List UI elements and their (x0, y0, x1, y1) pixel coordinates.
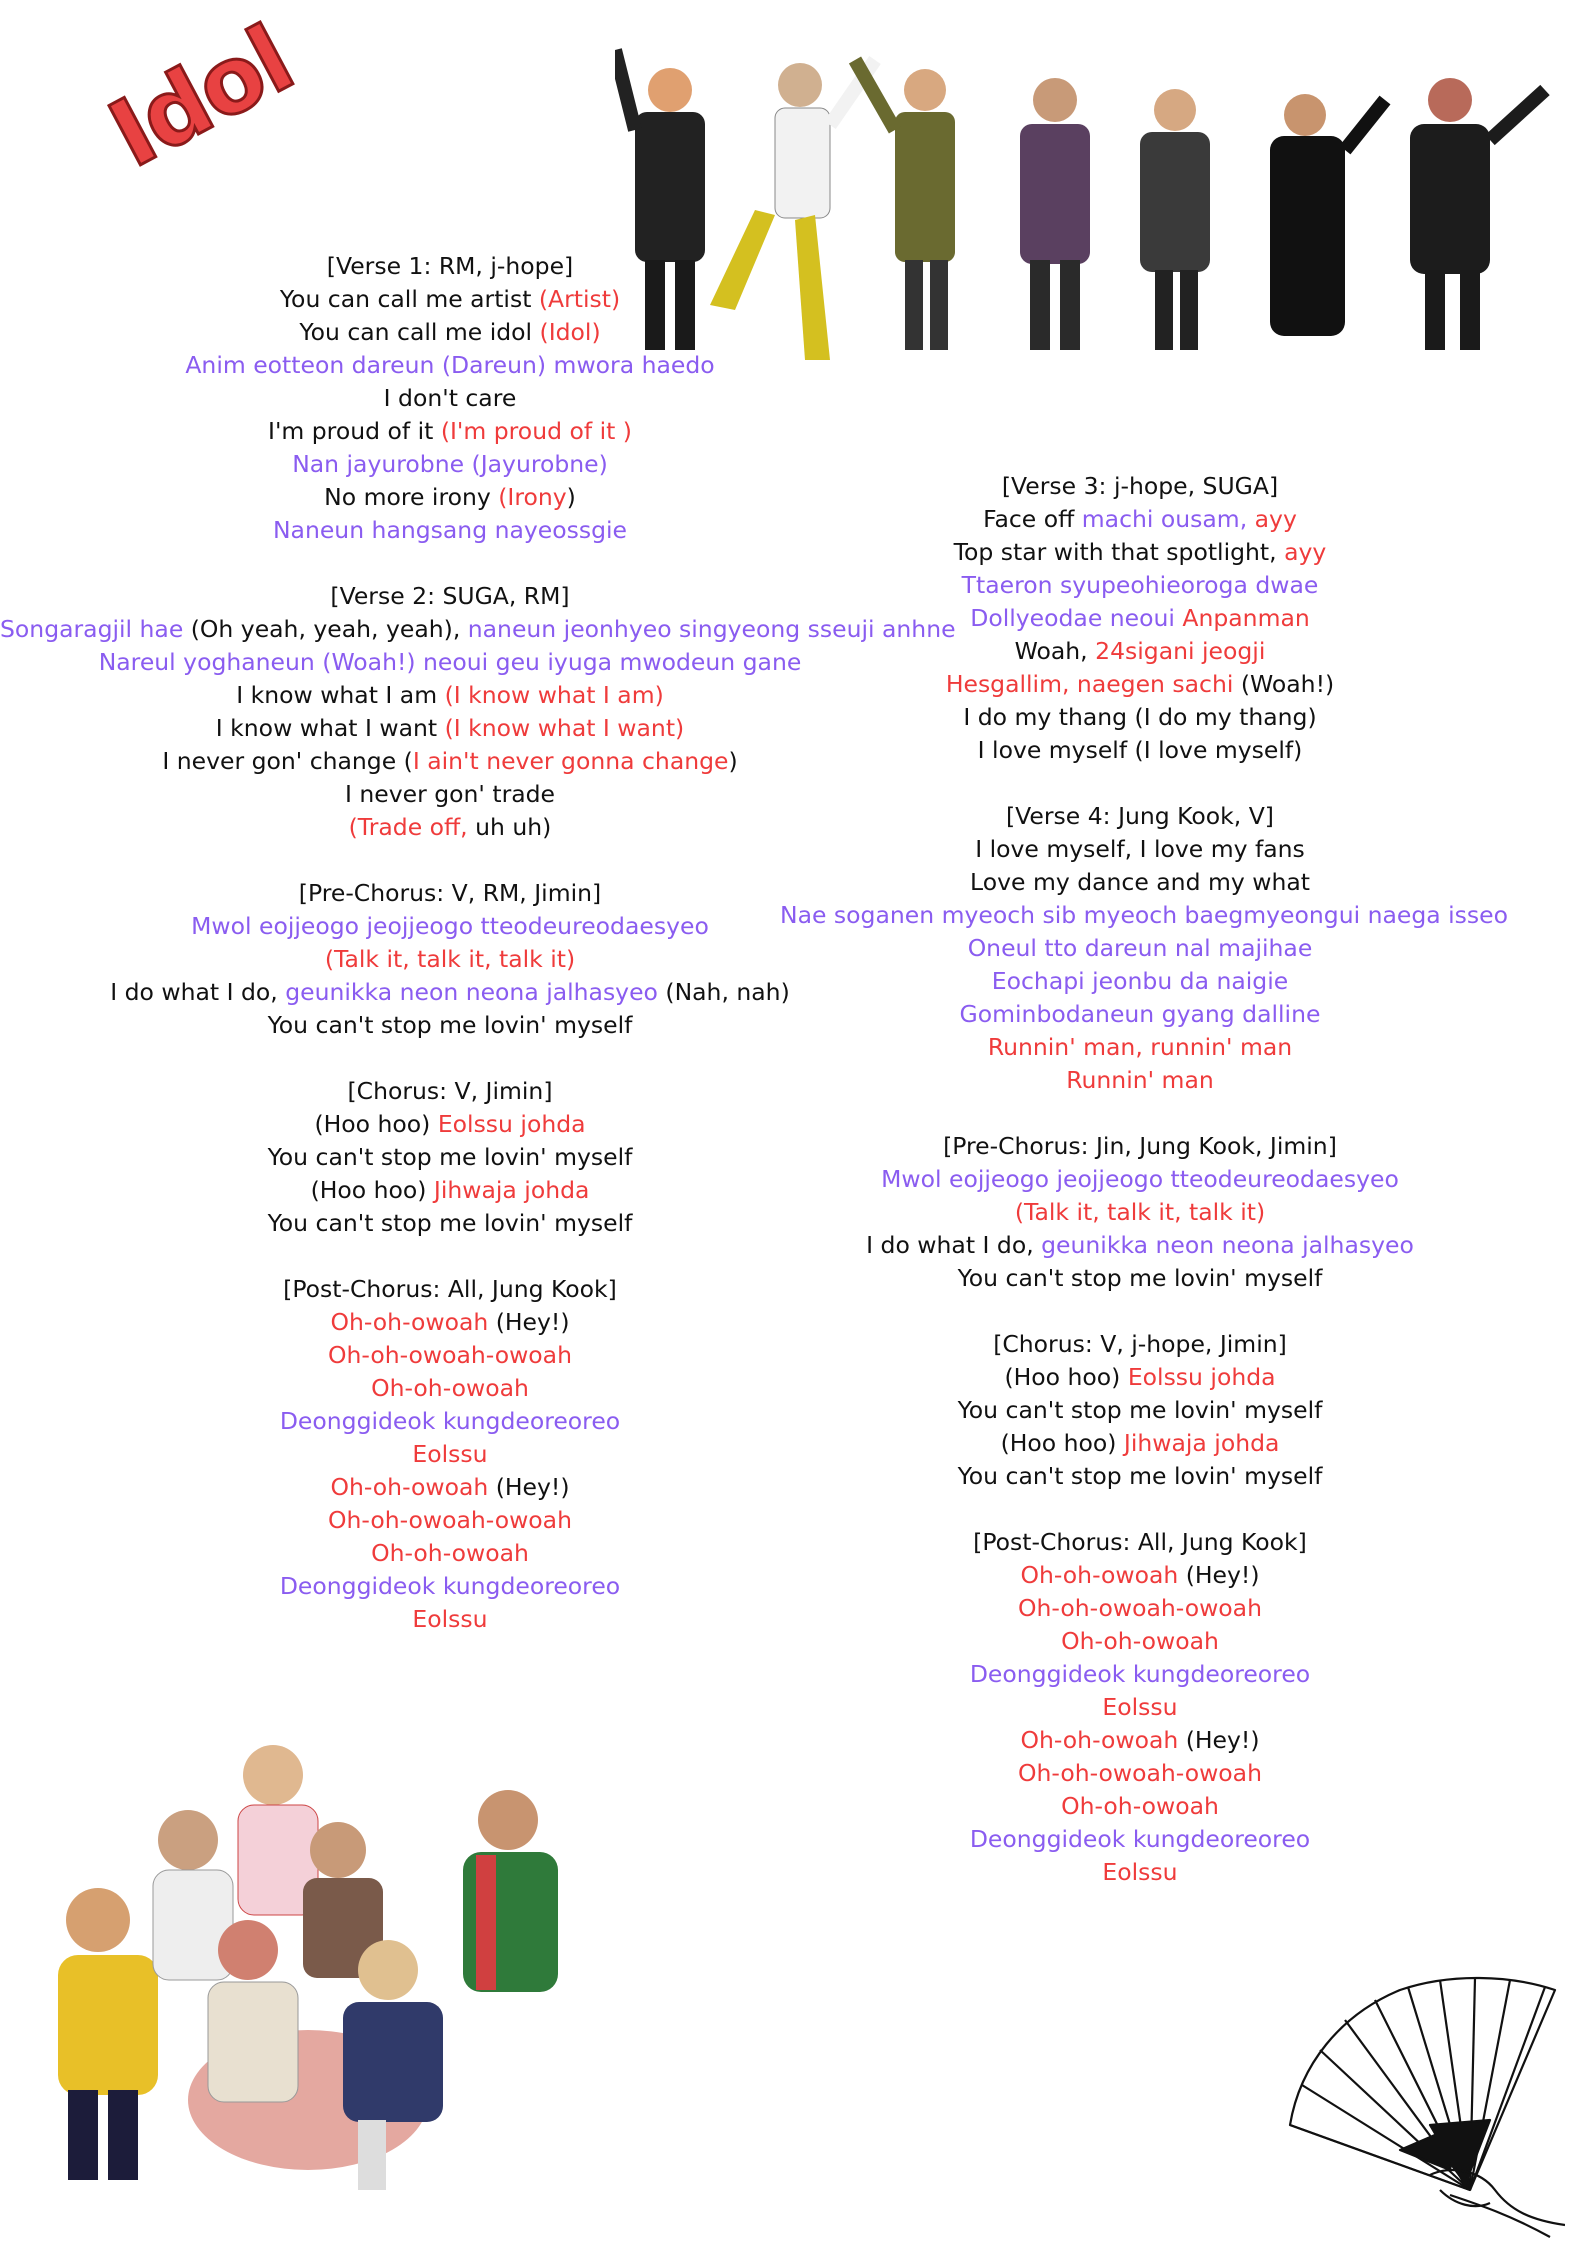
lyric-segment: Mwol eojjeogo jeojjeogo tteodeureodaesyeo (881, 1165, 1399, 1193)
lyric-segment: Nareul yoghaneun (Woah!) neoui geu iyuga mwodeun gane (98, 648, 802, 676)
lyric-line (780, 602, 1500, 635)
lyric-line (0, 1372, 900, 1405)
lyric-segment: Runnin' man (1066, 1066, 1214, 1094)
lyric-segment: ayy (1284, 538, 1327, 566)
stanza-gap (780, 1097, 1500, 1130)
lyric-segment: naneun jeonhyeo singyeong sseuji anhne (467, 615, 956, 643)
lyric-segment: machi ousam, (1081, 505, 1255, 533)
lyric-segment: Gominbodaneun gyang dalline (959, 1000, 1321, 1028)
lyric-segment: Eolssu johda (437, 1110, 586, 1138)
lyric-segment: Songaragjil hae (0, 615, 191, 643)
lyric-segment: Eolssu (1102, 1693, 1178, 1721)
lyric-segment: Jihwaja johda (1123, 1429, 1280, 1457)
lyric-segment: geunikka neon neona jalhasyeo (285, 978, 666, 1006)
lyric-line (0, 712, 900, 745)
lyric-segment: I love myself (I love myself) (977, 736, 1303, 764)
lyric-line (0, 1504, 900, 1537)
lyric-segment: I'm proud of it (268, 417, 441, 445)
lyric-segment: Oh-oh-owoah (330, 1308, 496, 1336)
stanza-gap (780, 1493, 1500, 1526)
lyric-segment: Deonggideok kungdeoreoreo (279, 1572, 621, 1600)
lyric-line (0, 1174, 900, 1207)
lyric-line (780, 701, 1500, 734)
lyric-segment: (Trade off, (348, 813, 476, 841)
lyric-line (780, 1757, 1500, 1790)
lyric-line (0, 448, 900, 481)
hand-fan-icon (1280, 1975, 1565, 2240)
lyric-line (0, 1207, 900, 1240)
lyric-segment: Deonggideok kungdeoreoreo (969, 1825, 1311, 1853)
lyric-line (0, 877, 900, 910)
lyric-segment: [Pre-Chorus: Jin, Jung Kook, Jimin] (943, 1132, 1337, 1160)
lyric-segment: (Artist) (538, 285, 621, 313)
lyric-segment: I do what I do, (866, 1231, 1042, 1259)
lyric-line (780, 866, 1500, 899)
lyric-line (0, 580, 900, 613)
lyric-segment: (Oh yeah, yeah, yeah), (190, 615, 468, 643)
lyric-line (0, 1108, 900, 1141)
lyric-segment: Eolssu (1102, 1858, 1178, 1886)
lyric-segment: Anim eotteon dareun (Dareun) mwora haedo (185, 351, 715, 379)
lyric-segment: Top star with that spotlight, (953, 538, 1285, 566)
stanza-gap (0, 1042, 900, 1075)
lyric-line (780, 1196, 1500, 1229)
member-figure (58, 1888, 158, 2180)
stanza-gap (0, 844, 900, 877)
lyric-line (780, 734, 1500, 767)
member-figure (463, 1790, 558, 1992)
lyric-line (780, 1394, 1500, 1427)
lyric-line (780, 1691, 1500, 1724)
lyric-segment: (Hoo hoo) (310, 1176, 434, 1204)
lyric-segment: (Talk it, talk it, talk it) (324, 945, 576, 973)
lyric-line (0, 514, 900, 547)
lyric-line (780, 1163, 1500, 1196)
lyric-segment: [Verse 1: RM, j-hope] (326, 252, 574, 280)
lyric-segment: You can't stop me lovin' myself (957, 1264, 1323, 1292)
lyric-line (780, 1031, 1500, 1064)
lyric-line (780, 1625, 1500, 1658)
member-figure (1140, 89, 1210, 350)
lyric-line (780, 899, 1508, 932)
lyric-segment: Naneun hangsang nayeossgie (272, 516, 628, 544)
lyric-line (0, 415, 900, 448)
lyric-segment: [Chorus: V, Jimin] (347, 1077, 553, 1105)
member-figure (208, 1920, 298, 2102)
lyric-segment: Eolssu johda (1127, 1363, 1276, 1391)
lyric-segment: [Chorus: V, j-hope, Jimin] (993, 1330, 1287, 1358)
lyric-line (0, 1075, 900, 1108)
lyric-segment: Oh-oh-owoah (1020, 1726, 1186, 1754)
lyric-line (780, 1526, 1500, 1559)
lyric-segment: You can't stop me lovin' myself (957, 1396, 1323, 1424)
lyric-line (780, 1328, 1500, 1361)
lyric-segment: [Verse 4: Jung Kook, V] (1006, 802, 1274, 830)
lyric-segment: (Hoo hoo) (314, 1110, 438, 1138)
lyric-line (780, 1064, 1500, 1097)
lyric-line (780, 1262, 1500, 1295)
lyric-line (0, 976, 900, 1009)
member-figure (1410, 78, 1545, 350)
lyric-segment: Nan jayurobne (292, 450, 472, 478)
lyrics-left-column (0, 250, 956, 1636)
lyric-line (0, 382, 900, 415)
lyric-line (0, 349, 900, 382)
lyric-segment: (Hoo hoo) (1000, 1429, 1124, 1457)
lyric-segment: Deonggideok kungdeoreoreo (969, 1660, 1311, 1688)
lyric-segment: Anpanman (1182, 604, 1310, 632)
lyric-segment: (Woah!) (1240, 670, 1335, 698)
lyric-line (780, 1790, 1500, 1823)
lyric-line (0, 316, 900, 349)
lyric-segment: Eolssu (412, 1605, 488, 1633)
lyric-line (780, 569, 1500, 602)
lyric-segment: (Nah, nah) (665, 978, 790, 1006)
lyric-segment: I love myself, I love my fans (975, 835, 1305, 863)
lyric-segment: (I know what I am) (444, 681, 664, 709)
lyric-line (0, 943, 900, 976)
lyric-segment: Runnin' man, runnin' man (987, 1033, 1293, 1061)
lyric-segment: Nae soganen myeoch sib myeoch baegmyeongui naega isseo (780, 901, 1508, 929)
lyric-segment: Love my dance and my what (970, 868, 1310, 896)
lyric-line (0, 250, 900, 283)
lyric-segment: [Verse 2: SUGA, RM] (330, 582, 570, 610)
lyric-segment: Oh-oh-owoah (1061, 1792, 1219, 1820)
lyric-segment: Oh-oh-owoah (1020, 1561, 1186, 1589)
lyric-line (0, 1009, 900, 1042)
lyric-segment: (Jayurobne) (471, 450, 608, 478)
lyric-line (780, 998, 1500, 1031)
lyric-segment: I never gon' trade (344, 780, 556, 808)
lyric-segment: Eolssu (412, 1440, 488, 1468)
lyric-segment: (Hey!) (495, 1473, 570, 1501)
lyric-segment: Jihwaja johda (433, 1176, 590, 1204)
lyric-line (780, 1559, 1500, 1592)
lyric-segment: I do my thang (I do my thang) (963, 703, 1317, 731)
lyric-line (780, 965, 1500, 998)
lyric-line (780, 1823, 1500, 1856)
member-figure (1020, 78, 1090, 350)
lyric-line (0, 1537, 900, 1570)
lyric-line (0, 283, 900, 316)
lyric-line (780, 536, 1500, 569)
lyric-segment: (Hey!) (1185, 1561, 1260, 1589)
lyric-segment: ayy (1254, 505, 1297, 533)
lyric-segment: (Hey!) (495, 1308, 570, 1336)
group-photo-bottom (38, 1720, 583, 2205)
lyric-line (0, 1603, 900, 1636)
lyric-line (0, 613, 956, 646)
lyric-line (780, 470, 1500, 503)
stanza-gap (0, 547, 900, 580)
lyric-line (780, 1856, 1500, 1889)
song-title: Idol (93, 5, 309, 189)
lyric-segment: Dollyeodae neoui (970, 604, 1183, 632)
lyric-segment: (Idol) (539, 318, 601, 346)
lyric-line (0, 1570, 900, 1603)
lyric-segment: [Post-Chorus: All, Jung Kook] (973, 1528, 1307, 1556)
lyric-segment: You can't stop me lovin' myself (267, 1011, 633, 1039)
lyric-line (780, 800, 1500, 833)
lyric-line (780, 503, 1500, 536)
lyric-line (0, 910, 900, 943)
lyric-segment: Woah, (1014, 637, 1096, 665)
lyric-segment: Oh-oh-owoah-owoah (1018, 1759, 1262, 1787)
lyric-segment: I know what I am (236, 681, 445, 709)
lyric-segment: (I'm proud of it ) (440, 417, 632, 445)
lyric-line (780, 1229, 1500, 1262)
lyric-line (0, 1141, 900, 1174)
lyric-segment: (Talk it, talk it, talk it) (1014, 1198, 1266, 1226)
lyrics-right-column (780, 470, 1508, 1889)
lyric-line (780, 1724, 1500, 1757)
lyric-segment: ) (566, 483, 576, 511)
lyric-line (0, 1405, 900, 1438)
lyric-line (780, 1130, 1500, 1163)
lyric-segment: [Post-Chorus: All, Jung Kook] (283, 1275, 617, 1303)
lyric-segment: You can't stop me lovin' myself (957, 1462, 1323, 1490)
lyric-segment: Face off (983, 505, 1082, 533)
lyric-segment: Deonggideok kungdeoreoreo (279, 1407, 621, 1435)
lyric-line (0, 1273, 900, 1306)
stanza-gap (780, 767, 1500, 800)
lyric-line (780, 1427, 1500, 1460)
lyric-segment: uh uh) (475, 813, 552, 841)
lyric-line (780, 1361, 1500, 1394)
lyric-segment: (I know what I want) (444, 714, 685, 742)
lyric-line (0, 1471, 900, 1504)
lyric-segment: [Verse 3: j-hope, SUGA] (1001, 472, 1279, 500)
lyric-segment: (Hoo hoo) (1004, 1363, 1128, 1391)
lyric-line (0, 1438, 900, 1471)
lyric-segment: (Hey!) (1185, 1726, 1260, 1754)
lyric-segment: ) (728, 747, 738, 775)
lyric-segment: I do what I do, (110, 978, 286, 1006)
lyric-line (0, 481, 900, 514)
lyric-line (780, 932, 1500, 965)
lyric-segment: Eochapi jeonbu da naigie (991, 967, 1289, 995)
lyric-segment: I don't care (383, 384, 517, 412)
lyric-segment: (Irony (498, 483, 567, 511)
lyric-segment: 24sigani jeogji (1095, 637, 1266, 665)
lyric-segment: No more irony (324, 483, 499, 511)
lyric-segment: You can't stop me lovin' myself (267, 1209, 633, 1237)
lyric-segment: Ttaeron syupeohieoroga dwae (961, 571, 1319, 599)
lyric-segment: I ain't never gonna change (412, 747, 729, 775)
lyric-segment: Oh-oh-owoah-owoah (328, 1341, 572, 1369)
lyric-line (780, 1592, 1500, 1625)
stanza-gap (0, 1240, 900, 1273)
lyric-line (0, 1339, 900, 1372)
lyric-segment: Hesgallim, naegen sachi (945, 670, 1241, 698)
lyric-segment: I know what I want (215, 714, 445, 742)
lyric-segment: Oneul tto dareun nal majihae (967, 934, 1313, 962)
member-figure (1270, 94, 1385, 336)
lyric-segment: You can call me idol (299, 318, 540, 346)
lyric-segment: You can't stop me lovin' myself (267, 1143, 633, 1171)
lyric-line (780, 635, 1500, 668)
lyric-line (780, 1658, 1500, 1691)
lyric-line (0, 1306, 900, 1339)
lyric-segment: [Pre-Chorus: V, RM, Jimin] (298, 879, 602, 907)
lyric-line (780, 1460, 1500, 1493)
lyric-line (780, 833, 1500, 866)
lyric-segment: Oh-oh-owoah (371, 1374, 529, 1402)
lyric-segment: Oh-oh-owoah (1061, 1627, 1219, 1655)
lyric-segment: Oh-oh-owoah (330, 1473, 496, 1501)
lyric-line (0, 811, 900, 844)
lyric-segment: geunikka neon neona jalhasyeo (1041, 1231, 1414, 1259)
lyric-line (0, 745, 900, 778)
lyric-line (780, 668, 1500, 701)
lyric-line (0, 646, 900, 679)
lyric-segment: You can call me artist (279, 285, 539, 313)
lyric-line (0, 679, 900, 712)
lyric-segment: Oh-oh-owoah (371, 1539, 529, 1567)
lyric-line (0, 778, 900, 811)
stanza-gap (780, 1295, 1500, 1328)
lyric-segment: I never gon' change ( (162, 747, 413, 775)
lyric-segment: Oh-oh-owoah-owoah (328, 1506, 572, 1534)
lyric-segment: Mwol eojjeogo jeojjeogo tteodeureodaesyeo (191, 912, 709, 940)
lyric-segment: Oh-oh-owoah-owoah (1018, 1594, 1262, 1622)
